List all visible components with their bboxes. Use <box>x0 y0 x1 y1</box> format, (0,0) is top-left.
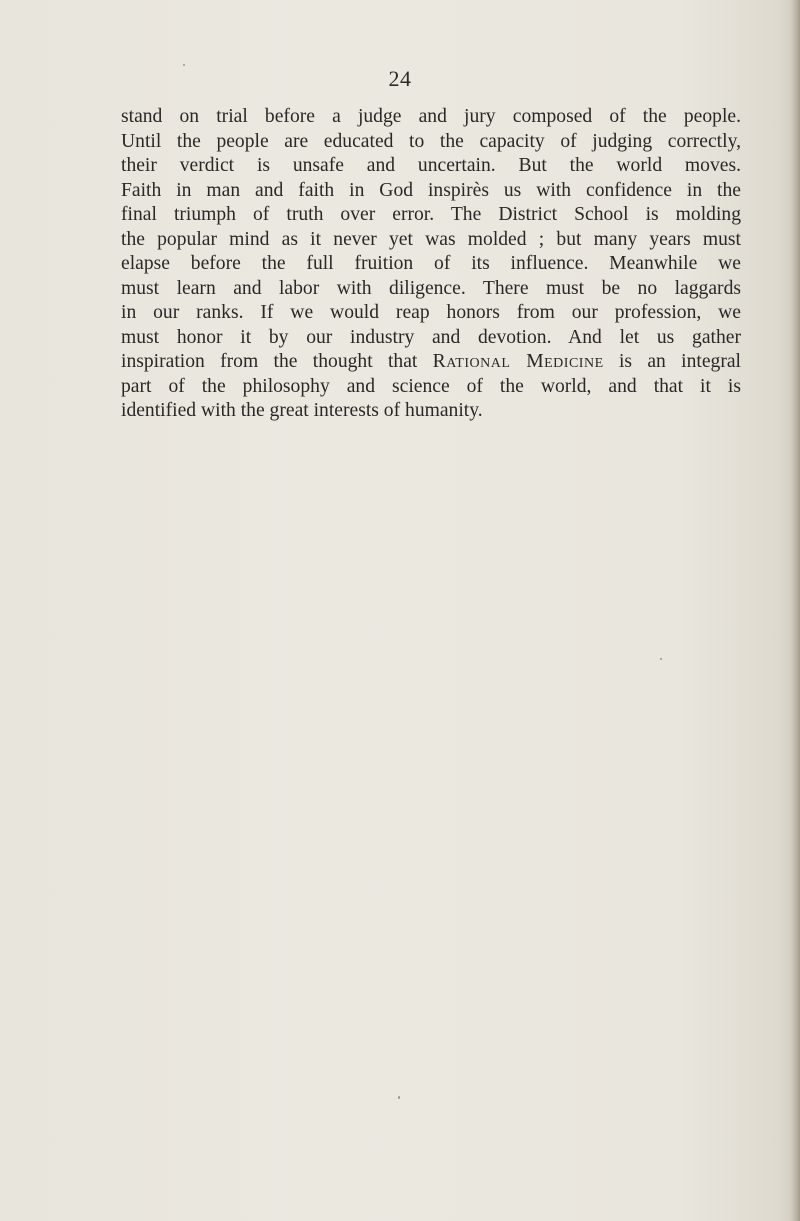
page-edge-shadow <box>790 0 800 1221</box>
page-number: 24 <box>388 66 412 91</box>
text-line-5: final triumph of truth over error. The District School is molding <box>121 204 741 225</box>
text-line-1: stand on trial before a judge and jury composed of the people. <box>121 106 741 127</box>
text-line-13: identified with the great interests of humanity. <box>121 400 483 421</box>
body-paragraph <box>121 105 741 424</box>
rational-medicine-small-caps: Rational Medicine <box>432 351 604 372</box>
text-line-10: must honor it by our industry and devotion. And let us gather <box>121 326 741 348</box>
text-line-11 <box>121 350 741 375</box>
text-line-12: part of the philosophy and science of the world, and that it is <box>121 375 741 397</box>
text-line-2: Until the people are educated to the capacity of judging correctly, <box>121 130 741 152</box>
text-line-9: in our ranks. If we would reap honors from our profession, we <box>121 302 741 323</box>
paper-speck <box>398 1096 400 1099</box>
text-line-6: the popular mind as it never yet was molded ; but many years must <box>121 228 741 250</box>
paper-speck <box>183 64 185 66</box>
text-line-11-before: inspiration from the thought that <box>121 351 433 372</box>
text-line-11-after: is an integral <box>603 351 741 372</box>
text-line-4: Faith in man and faith in God inspirès us with confidence in the <box>121 179 741 201</box>
text-line-3: their verdict is unsafe and uncertain. But the world moves. <box>121 155 741 176</box>
paper-speck <box>660 658 662 660</box>
text-line-8: must learn and labor with diligence. There must be no laggards <box>121 277 741 299</box>
text-line-7: elapse before the full fruition of its influence. Meanwhile we <box>121 253 741 274</box>
